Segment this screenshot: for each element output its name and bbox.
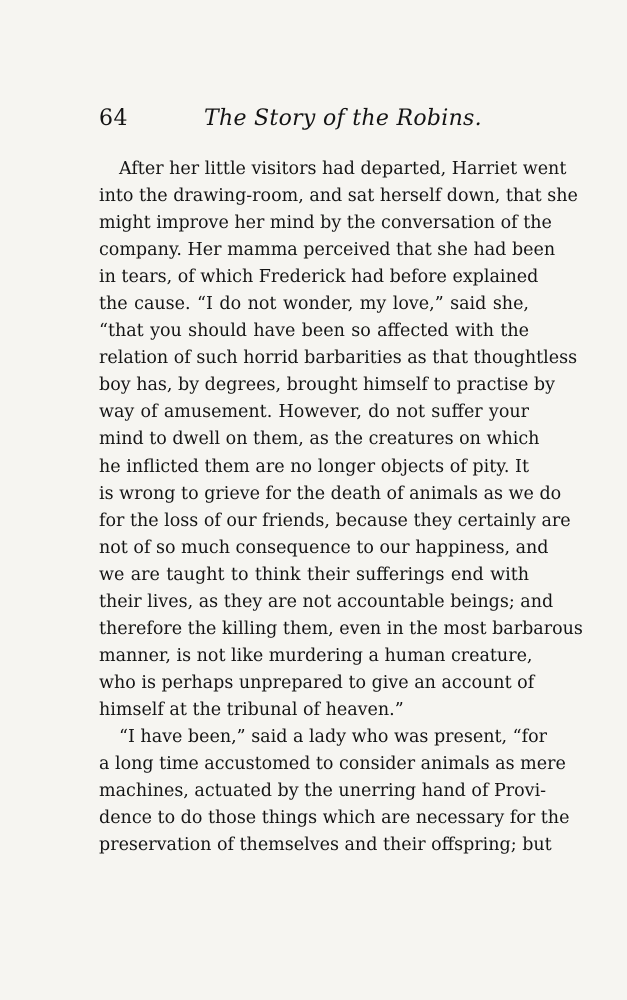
text-line: manner, is not like murdering a human creature, [99,645,533,666]
running-title: The Story of the Robins. [204,106,482,131]
text-line: a long time accustomed to consider animals as mere [99,754,566,775]
text-line: therefore the killing them, even in the most barbarous [99,618,583,639]
text-line: dence to do those things which are necessary for the [99,808,570,829]
text-line: not of so much consequence to our happiness, and [99,537,549,558]
text-line: into the drawing-room, and sat herself down, that she [99,186,578,207]
text-line: he inflicted them are no longer objects of pity. It [99,456,529,477]
text-line: is wrong to grieve for the death of animals as we do [99,483,562,504]
text-line: who is perhaps unprepared to give an account of [99,672,535,693]
text-line: “that you should have been so affected with the [99,321,529,342]
text-line: the cause. “I do not wonder, my love,” said she, [99,294,529,315]
text-line: relation of such horrid barbarities as that thoughtless [99,348,578,369]
text-line: himself at the tribunal of heaven.” [99,699,404,720]
text-line: “I have been,” said a lady who was present, “for [119,726,547,747]
text-line: machines, actuated by the unerring hand of Provi- [99,781,547,802]
text-line: way of amusement. However, do not suffer your [99,402,529,423]
body-text [99,156,583,859]
text-line: After her little visitors had departed, Harriet went [119,159,567,179]
text-line: boy has, by degrees, brought himself to practise by [99,375,556,396]
page-header [99,106,529,138]
text-line: for the loss of our friends, because they certainly are [99,510,571,531]
text-line: in tears, of which Frederick had before explained [99,267,539,288]
text-line: company. Her mamma perceived that she had been [99,240,556,261]
text-line: mind to dwell on them, as the creatures on which [99,429,540,450]
text-line: might improve her mind by the conversation of the [99,213,552,234]
text-line: we are taught to think their sufferings end with [99,564,529,585]
text-line: their lives, as they are not accountable beings; and [99,591,554,612]
text-line: preservation of themselves and their offspring; but [99,835,552,856]
page-number: 64 [99,106,128,131]
